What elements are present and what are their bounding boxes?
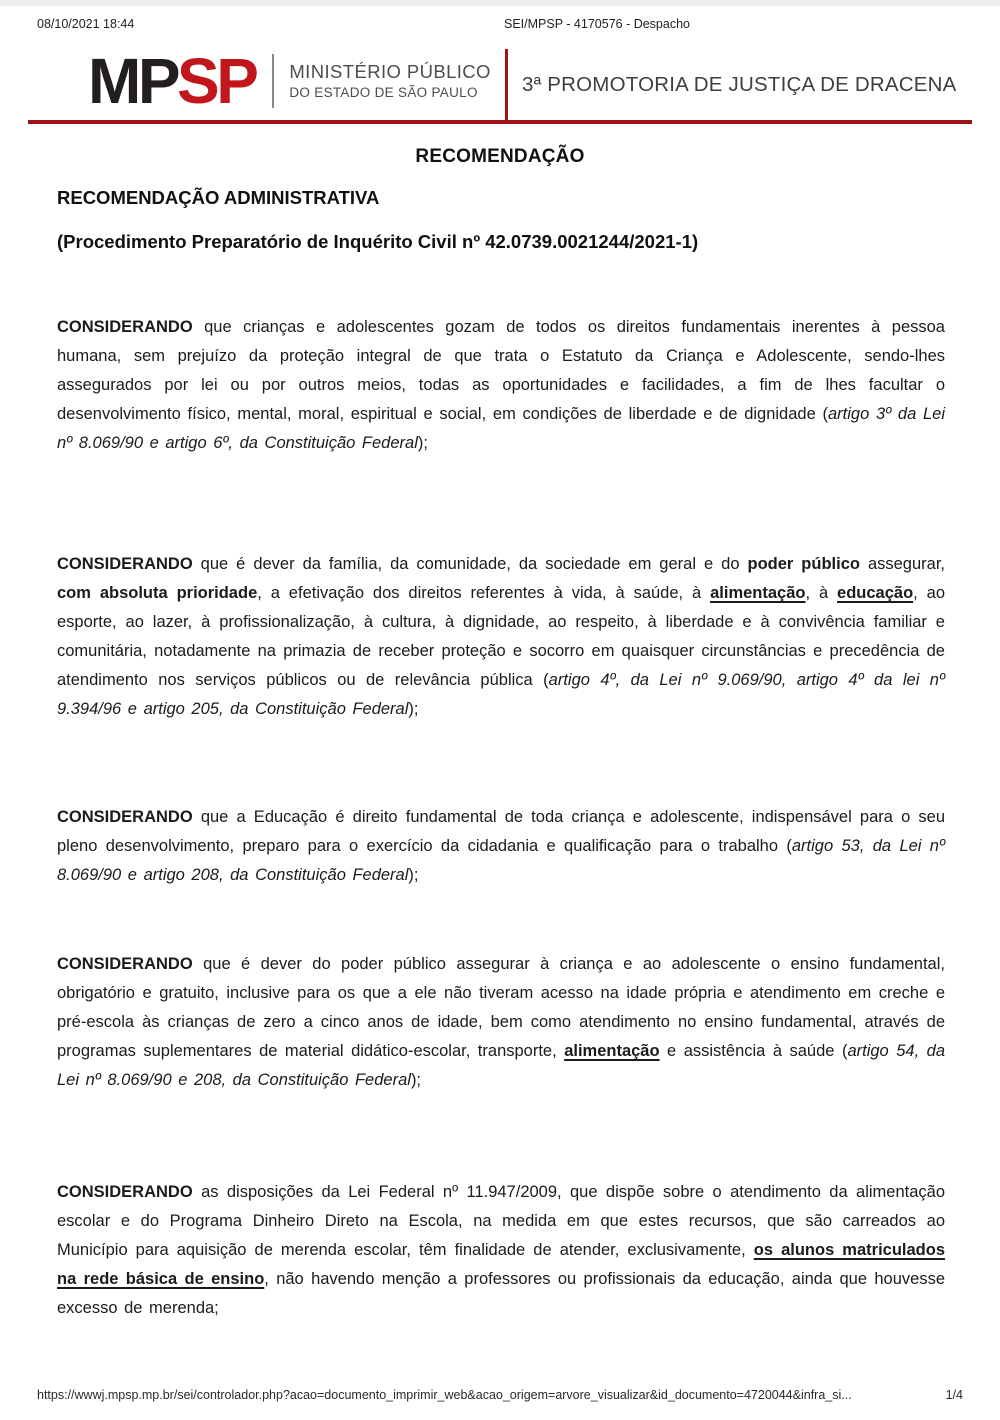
paragraph-considerando-3: CONSIDERANDO que a Educação é direito fundamental de toda criança e adolescente, indispensável para o seu pleno desenvolvimento, preparo para o exercício da cidadania e qualificação para o trabalho (artigo 53, da Lei nº 8.069/90 e artigo 208, da Constituição Federal); (57, 808, 946, 884)
header-rule (28, 120, 972, 124)
mpsp-logo-mp: MP (88, 45, 177, 117)
mpsp-logo (88, 45, 256, 117)
print-datetime: 08/10/2021 18:44 (37, 17, 135, 31)
org-name-line2: DO ESTADO DE SÃO PAULO (289, 85, 478, 100)
paragraph-considerando-1: CONSIDERANDO que crianças e adolescentes gozam de todos os direitos fundamentais inerentes à pessoa humana, sem prejuízo da proteção integral de que trata o Estatuto da Criança e Adolescente, sendo-lhes assegurados por lei ou por outros meios, todas as oportunidades e facilidades, a fim de lhes facultar o desenvolvimento físico, mental, moral, espiritual e social, em condições de liberdade e de dignidade (artigo 3º da Lei nº 8.069/90 e artigo 6º, da Constituição Federal); (57, 318, 945, 452)
document-title: RECOMENDAÇÃO (415, 146, 585, 167)
mpsp-logo-sp: SP (177, 45, 256, 117)
print-doc-id: SEI/MPSP - 4170576 - Despacho (504, 17, 690, 31)
document-subtitle: RECOMENDAÇÃO ADMINISTRATIVA (57, 187, 380, 208)
footer-url: https://wwwj.mpsp.mp.br/sei/controlador.php?acao=documento_imprimir_web&acao_origem=arvore_visualizar&id_documento=4720044&infra_si... (37, 1388, 852, 1402)
case-reference: (Procedimento Preparatório de Inquérito Civil nº 42.0739.0021244/2021-1) (57, 231, 699, 252)
paragraph-considerando-2: CONSIDERANDO que é dever da família, da comunidade, da sociedade em geral e do poder público assegurar, com absoluta prioridade, a efetivação dos direitos referentes à vida, à saúde, à alimentação, à educação, ao esporte, ao lazer, à profissionalização, à cultura, à dignidade, ao respeito, à liberdade e à convivência familiar e comunitária, notadamente na primazia de receber proteção e socorro em quaisquer circunstâncias e precedência de atendimento nos serviços públicos ou de relevância pública (artigo 4º, da Lei nº 9.069/90, artigo 4º da lei nº 9.394/96 e artigo 205, da Constituição Federal); (57, 555, 945, 718)
promotoria-name: 3ª PROMOTORIA DE JUSTIÇA DE DRACENA (505, 49, 957, 120)
logo-divider (272, 54, 274, 108)
paragraph-considerando-5: CONSIDERANDO as disposições da Lei Federal nº 11.947/2009, que dispõe sobre o atendimento da alimentação escolar e do Programa Dinheiro Direto na Escola, na medida em que estes recursos, que são carreados ao Município para aquisição de merenda escolar, têm finalidade de atender, exclusivamente, os alunos matriculados na rede básica de ensino, não havendo menção a professores ou profissionais da educação, ainda que houvesse excesso de merenda; (57, 1183, 946, 1317)
org-name (289, 60, 491, 100)
letterhead (88, 45, 960, 117)
org-name-line1: MINISTÉRIO PÚBLICO (289, 60, 491, 82)
paragraph-considerando-4: CONSIDERANDO que é dever do poder público assegurar à criança e ao adolescente o ensino fundamental, obrigatório e gratuito, inclusive para os que a ele não tiveram acesso na idade própria e atendimento em creche e pré-escola às crianças de zero a cinco anos de idade, bem como atendimento no ensino fundamental, através de programas suplementares de material didático-escolar, transporte, alimentação e assistência à saúde (artigo 54, da Lei nº 8.069/90 e 208, da Constituição Federal); (57, 955, 945, 1089)
page-top-edge (0, 0, 1000, 6)
print-footer (37, 1388, 963, 1402)
footer-page-indicator: 1/4 (945, 1388, 963, 1402)
